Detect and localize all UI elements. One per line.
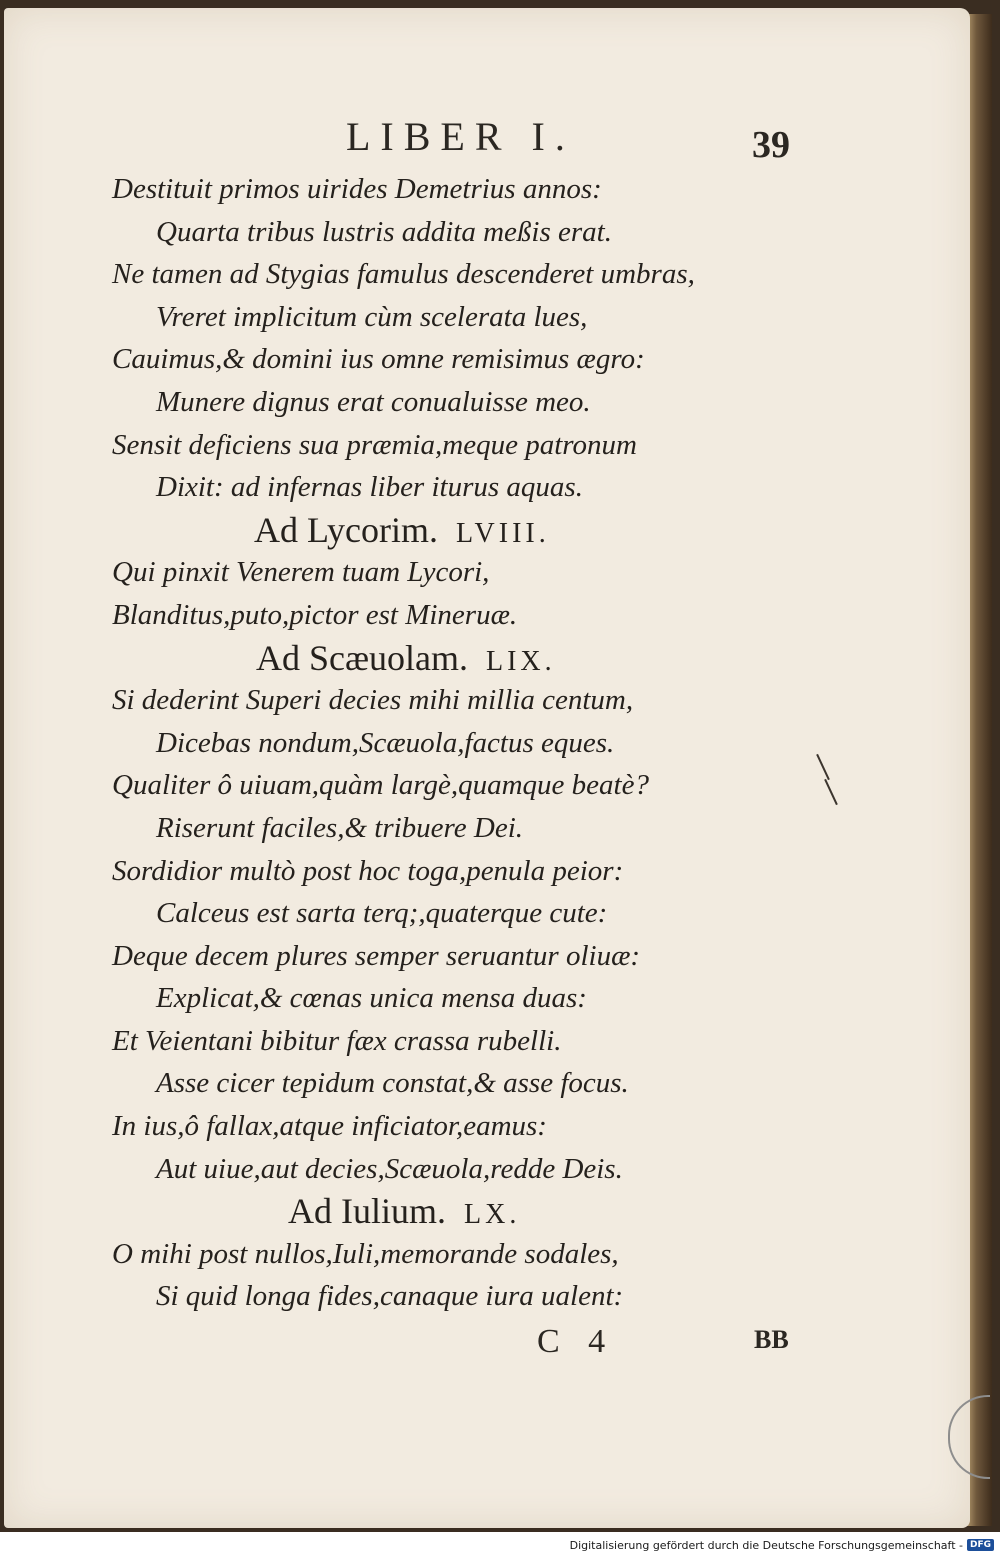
book-page [4, 8, 970, 1528]
verse-line: Dicebas nondum,Scæuola,factus eques. [156, 726, 615, 759]
epigram-number: LVIII. [455, 517, 550, 549]
epigram-heading [4, 1190, 970, 1233]
epigram-number: LX. [464, 1199, 521, 1231]
verse-line: Cauimus,& domini ius omne remisimus ægro: [112, 343, 645, 376]
epigram-number: LIX. [486, 645, 556, 677]
running-head: LIBER I. [346, 114, 575, 159]
verse-line: Si dederint Superi decies mihi millia centum, [112, 684, 634, 717]
epigram-title: Ad Lycorim. [254, 509, 438, 550]
verse-text-block [4, 168, 970, 1318]
credit-text: Digitalisierung gefördert durch die Deutsche Forschungsgemeinschaft - [569, 1538, 963, 1552]
catchword: BB [754, 1325, 789, 1354]
page-number: 39 [752, 124, 790, 166]
verse-line: Aut uiue,aut decies,Scæuola,redde Deis. [156, 1152, 623, 1185]
verse-line: O mihi post nullos,Iuli,memorande sodales, [112, 1237, 619, 1270]
verse-line: Vreret implicitum cùm scelerata lues, [156, 300, 588, 333]
epigram-title: Ad Iulium. [288, 1191, 446, 1232]
page-header [4, 113, 970, 169]
verse-line: Quarta tribus lustris addita meßis erat. [156, 215, 612, 248]
verse-line: Sensit deficiens sua præmia,meque patronum [112, 428, 637, 461]
funding-credit [570, 1535, 994, 1555]
verse-line: In ius,ô fallax,atque inficiator,eamus: [112, 1110, 547, 1143]
verse-line: Deque decem plures semper seruantur oliuæ: [112, 939, 641, 972]
verse-line: Si quid longa fides,canaque iura ualent: [156, 1280, 624, 1313]
verse-line: Munere dignus erat conualuisse meo. [156, 385, 591, 418]
verse-line: Destituit primos uirides Demetrius annos: [112, 173, 602, 205]
epigram-heading [4, 637, 970, 680]
epigram-heading [4, 509, 970, 552]
verse-line: Calceus est sarta terq;,quaterque cute: [156, 897, 608, 930]
verse-line: Asse cicer tepidum constat,& asse focus. [156, 1067, 629, 1100]
verse-line: Qui pinxit Venerem tuam Lycori, [112, 556, 490, 589]
verse-line: Dixit: ad infernas liber iturus aquas. [156, 471, 583, 504]
signature-mark: C 4 [537, 1323, 616, 1360]
verse-line: Blanditus,puto,pictor est Mineruæ. [112, 598, 518, 631]
page-footer [4, 1323, 970, 1373]
verse-line: Riserunt faciles,& tribuere Dei. [156, 811, 524, 844]
verse-line: Et Veientani bibitur fæx crassa rubelli. [112, 1024, 562, 1057]
verse-line: Sordidior multò post hoc toga,penula peior: [112, 854, 624, 887]
verse-line: Explicat,& cœnas unica mensa duas: [156, 982, 587, 1015]
epigram-title: Ad Scæuolam. [256, 637, 468, 678]
dfg-logo: DFG [967, 1539, 994, 1551]
verse-line: Qualiter ô uiuam,quàm largè,quamque beatè? [112, 769, 649, 802]
verse-line: Ne tamen ad Stygias famulus descenderet umbras, [112, 258, 695, 291]
